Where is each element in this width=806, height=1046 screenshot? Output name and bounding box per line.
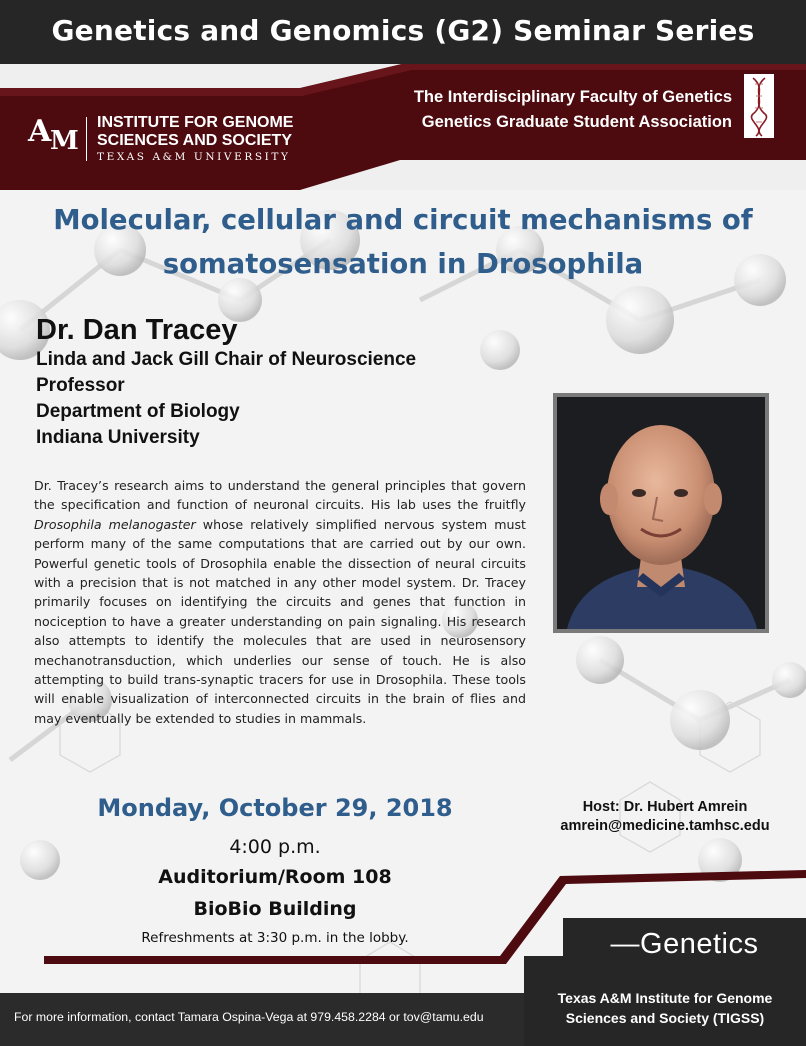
logo-divider [86,117,87,161]
host-info [540,798,790,836]
tigss-line-2: Sciences and Society (TIGSS) [565,1010,765,1026]
dna-helix-icon [744,74,774,138]
footer-contact: For more information, contact Tamara Ospina-Vega at 979.458.2284 or tov@tamu.edu [14,1010,484,1024]
logo-line-2: SCIENCES AND SOCIETY [97,132,292,149]
genetics-logo-box [563,918,806,974]
talk-title-line-2: somatosensation in Drosophila [162,248,644,280]
speaker-department: Department of Biology [36,401,240,422]
event-building: BioBio Building [193,898,357,920]
tigss-logo [28,114,293,164]
talk-title-line-1: Molecular, cellular and circuit mechanisms of [53,204,753,236]
logo-text [97,114,293,164]
talk-title [0,198,806,286]
genetics-word: Genetics [640,928,759,960]
event-date: Monday, October 29, 2018 [97,794,453,822]
footer-bar [0,993,524,1046]
genetics-dash-icon: — [610,928,641,960]
host-email[interactable]: amrein@medicine.tamhsc.edu [560,818,770,834]
speaker-position: Professor [36,375,125,396]
bio-species: Drosophila melanogaster [34,516,196,532]
affiliation-faculty: The Interdisciplinary Faculty of Genetics [413,88,732,106]
speaker-photo [557,397,765,629]
speaker-chair: Linda and Jack Gill Chair of Neuroscience [36,349,417,370]
logo-line-3: TEXAS A&M UNIVERSITY [97,151,291,163]
logo-line-1: INSTITUTE FOR GENOME [97,114,294,131]
event-room: Auditorium/Room 108 [158,866,392,888]
speaker-name: Dr. Dan Tracey [36,314,238,346]
speaker-bio [34,476,526,728]
speaker-institution: Indiana University [36,427,200,448]
bio-text-part-2: whose relatively simplified nervous system must perform many of the same computations that are carried out by our own. Powerful genetic tools of Drosophila enable the dissection of neural circuits with a precision that is not matched in any other model system. Dr. Tracey primarily focuses on identifying the circuits and genes that function in nociception to have a greater understanding on pain signaling. His research also attempts to identify the molecules that are used in neurosensory mechanotransduction, which underlies our sense of touch. He is also attempting to build trans-synaptic tracers for use in Drosophila. These tools will enable visualization of interconnected circuits in the brain of flies and may eventually be extended to studies in mammals. [34,516,526,726]
event-time: 4:00 p.m. [229,836,321,858]
tigss-line-1: Texas A&M Institute for Genome [557,990,773,1006]
tigss-name [524,988,806,1028]
event-refreshments: Refreshments at 3:30 p.m. in the lobby. [141,930,409,946]
bio-text-part-1: Dr. Tracey’s research aims to understand the general principles that govern the specification and function of neuronal circuits. His lab uses the fruitfly [34,478,526,513]
series-title: Genetics and Genomics (G2) Seminar Series [51,14,755,47]
affiliation-gsa: Genetics Graduate Student Association [421,113,732,131]
speaker-photo-frame [553,393,769,633]
host-name: Host: Dr. Hubert Amrein [582,799,748,815]
genetics-logo [563,928,806,961]
atm-logo-icon: A M [28,114,79,156]
